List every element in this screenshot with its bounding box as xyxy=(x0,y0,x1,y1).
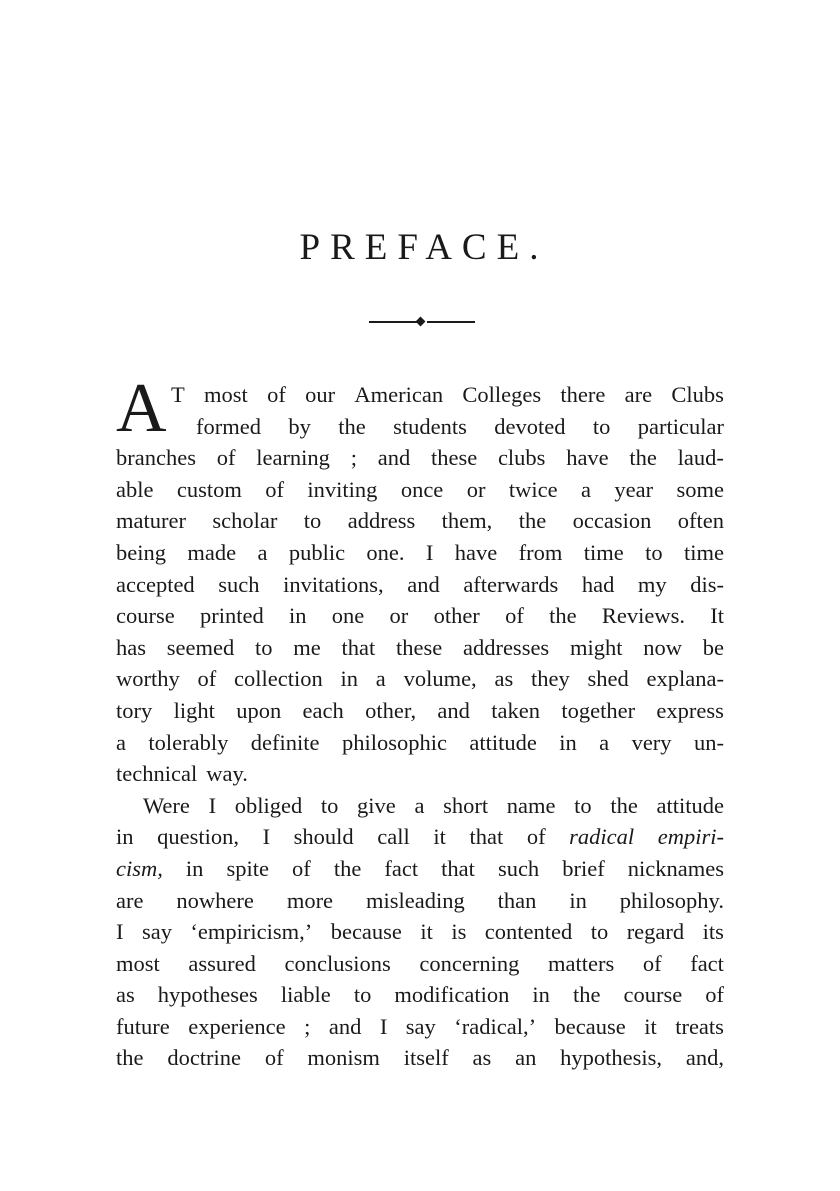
word: such xyxy=(218,571,260,597)
word: express xyxy=(656,697,724,723)
word: as xyxy=(472,1045,492,1071)
word: me xyxy=(293,634,321,660)
word: to xyxy=(353,982,372,1008)
word: learning xyxy=(256,445,330,471)
word: other, xyxy=(365,697,417,723)
word: worthy xyxy=(116,666,180,692)
word: fact xyxy=(384,855,419,881)
word: now xyxy=(643,634,682,660)
word: to xyxy=(590,919,609,945)
word: nicknames xyxy=(627,855,724,881)
ornament-rule-right xyxy=(427,321,475,323)
word: T xyxy=(171,382,185,407)
word: I xyxy=(379,1013,388,1039)
word: formed xyxy=(196,413,261,439)
word: hypotheses xyxy=(157,982,258,1008)
word: to xyxy=(645,539,663,565)
word: time xyxy=(583,539,624,565)
word: an xyxy=(515,1045,537,1071)
word: or xyxy=(466,476,486,502)
word: philosophic xyxy=(341,729,447,755)
word: have xyxy=(454,539,498,565)
word: or xyxy=(389,603,409,629)
text-line xyxy=(116,505,724,537)
word: attitude xyxy=(469,729,537,755)
word: of xyxy=(526,824,546,850)
word: Colleges xyxy=(462,382,542,407)
word: scholar xyxy=(212,508,278,534)
word: spite xyxy=(226,855,269,881)
word: a xyxy=(414,792,425,818)
word: the xyxy=(333,855,362,881)
word: these xyxy=(395,634,443,660)
word: regard xyxy=(626,919,685,945)
word: course xyxy=(623,982,683,1008)
word: the xyxy=(629,445,657,471)
text-line xyxy=(116,411,724,443)
word: as xyxy=(116,982,135,1008)
word: it xyxy=(644,1013,657,1039)
word: very xyxy=(631,729,672,755)
word: there xyxy=(560,382,606,407)
word: conclusions xyxy=(284,950,391,976)
word: experience xyxy=(188,1013,286,1039)
page-title: PREFACE. xyxy=(299,227,549,268)
word: Clubs xyxy=(671,382,724,407)
word: had xyxy=(581,571,615,597)
word: twice xyxy=(508,476,558,502)
text-line xyxy=(116,790,724,822)
word: radical xyxy=(569,824,635,850)
text-line xyxy=(116,379,724,411)
word: short xyxy=(443,792,489,818)
word: accepted xyxy=(116,571,195,597)
word: be xyxy=(702,634,724,660)
word: itself xyxy=(403,1045,449,1071)
word: are xyxy=(116,887,144,913)
word: occasion xyxy=(572,508,652,534)
word: liable xyxy=(280,982,331,1008)
word: upon xyxy=(236,697,282,723)
word: in xyxy=(116,824,134,850)
word: a xyxy=(599,729,610,755)
word: in xyxy=(559,729,577,755)
word: explana- xyxy=(646,666,724,692)
word: concerning xyxy=(419,950,520,976)
word: a xyxy=(580,476,591,502)
word: year xyxy=(614,476,654,502)
word: and xyxy=(328,1013,362,1039)
word: the xyxy=(610,792,638,818)
word: custom xyxy=(176,476,242,502)
ornament-rule-left xyxy=(369,321,417,323)
word: that xyxy=(469,824,504,850)
word: I xyxy=(425,539,434,565)
word: light xyxy=(173,697,215,723)
text-line xyxy=(116,600,724,632)
word: and, xyxy=(685,1045,724,1071)
word: as xyxy=(494,666,514,692)
word: these xyxy=(430,445,478,471)
word: that xyxy=(441,855,475,881)
word: monism xyxy=(307,1045,380,1071)
word: of xyxy=(705,982,724,1008)
word: public xyxy=(288,539,346,565)
word: because xyxy=(554,1013,626,1039)
text-line xyxy=(116,821,724,853)
word: modification xyxy=(394,982,510,1008)
text-line xyxy=(116,1042,724,1074)
word: afterwards xyxy=(463,571,559,597)
word: able xyxy=(116,476,154,502)
word: the xyxy=(549,603,577,629)
word: technical xyxy=(116,761,198,787)
word: in xyxy=(340,666,359,692)
text-line xyxy=(116,632,724,664)
word: the xyxy=(338,413,366,439)
word: address xyxy=(347,508,416,534)
word: fact xyxy=(690,950,724,976)
word: seemed xyxy=(166,634,235,660)
word: It xyxy=(710,603,724,629)
word: to xyxy=(320,792,339,818)
word: a xyxy=(375,666,386,692)
word: of xyxy=(265,476,285,502)
word: by xyxy=(288,413,311,439)
word: philosophy. xyxy=(619,887,724,913)
word: inviting xyxy=(307,476,378,502)
word: that xyxy=(341,634,376,660)
word: tory xyxy=(116,697,153,723)
word: because xyxy=(330,919,402,945)
word: volume, xyxy=(403,666,477,692)
word: tolerably xyxy=(148,729,229,755)
text-line xyxy=(116,1011,724,1043)
word: the xyxy=(572,982,601,1008)
word: students xyxy=(393,413,467,439)
word: collection xyxy=(234,666,323,692)
word: way. xyxy=(206,761,248,787)
word: our xyxy=(305,382,336,407)
word: addresses xyxy=(462,634,550,660)
word: often xyxy=(677,508,724,534)
word: the xyxy=(518,508,547,534)
word: nowhere xyxy=(176,887,254,913)
word: un- xyxy=(693,729,724,755)
word: a xyxy=(116,729,126,755)
word: should xyxy=(293,824,354,850)
word: of xyxy=(267,382,286,407)
word: contented xyxy=(484,919,573,945)
word: of xyxy=(505,603,524,629)
word: in xyxy=(185,855,204,881)
word: definite xyxy=(250,729,320,755)
word: ; xyxy=(304,1013,311,1039)
word: hypothesis, xyxy=(560,1045,663,1071)
word: American xyxy=(354,382,444,407)
word: cism, xyxy=(116,855,163,881)
word: course xyxy=(116,603,175,629)
word: particular xyxy=(637,413,724,439)
word: future xyxy=(116,1013,170,1039)
word: its xyxy=(702,919,724,945)
word: taken xyxy=(491,697,540,723)
word: laud- xyxy=(677,445,724,471)
word: printed xyxy=(200,603,264,629)
word: each xyxy=(302,697,344,723)
word: clubs xyxy=(497,445,546,471)
word: my xyxy=(637,571,667,597)
word: more xyxy=(286,887,334,913)
word: brief xyxy=(562,855,605,881)
word: the xyxy=(116,1045,144,1071)
word: being xyxy=(116,539,166,565)
text-line xyxy=(116,853,724,885)
text-line xyxy=(116,663,724,695)
word: from xyxy=(518,539,563,565)
word: misleading xyxy=(365,887,465,913)
word: might xyxy=(569,634,623,660)
preface-text xyxy=(116,370,724,1074)
word: treats xyxy=(675,1013,724,1039)
text-line xyxy=(116,569,724,601)
word: Reviews. xyxy=(601,603,685,629)
word: question, xyxy=(157,824,239,850)
word: and xyxy=(407,571,440,597)
word: in xyxy=(569,887,587,913)
word: shed xyxy=(587,666,629,692)
word: devoted xyxy=(494,413,566,439)
word: most xyxy=(204,382,248,407)
text-line xyxy=(116,758,724,790)
text-line xyxy=(116,695,724,727)
word: ‘empiricism,’ xyxy=(190,919,313,945)
word: other xyxy=(433,603,480,629)
word: attitude xyxy=(656,792,724,818)
text-line xyxy=(116,537,724,569)
word: ‘radical,’ xyxy=(454,1013,537,1039)
word: to xyxy=(592,413,611,439)
word: than xyxy=(497,887,537,913)
word: them, xyxy=(441,508,493,534)
text-line xyxy=(116,727,724,759)
word: invitations, xyxy=(283,571,384,597)
drop-cap: A xyxy=(116,370,167,447)
word: it xyxy=(433,824,446,850)
word: made xyxy=(187,539,237,565)
word: say xyxy=(141,919,172,945)
word: branches xyxy=(116,445,196,471)
word: and xyxy=(377,445,411,471)
word: is xyxy=(451,919,467,945)
word: of xyxy=(292,855,311,881)
word: a xyxy=(257,539,268,565)
word: such xyxy=(497,855,540,881)
word: has xyxy=(116,634,146,660)
word: say xyxy=(405,1013,436,1039)
word: give xyxy=(357,792,396,818)
text-line xyxy=(116,948,724,980)
text-line xyxy=(116,474,724,506)
word: Were xyxy=(143,792,190,818)
word: of xyxy=(216,445,236,471)
word: are xyxy=(624,382,653,407)
word: in xyxy=(289,603,307,629)
word: of xyxy=(264,1045,284,1071)
word: ; xyxy=(350,445,357,471)
word: in xyxy=(532,982,550,1008)
word: I xyxy=(262,824,271,850)
word: call xyxy=(377,824,410,850)
word: maturer xyxy=(116,508,186,534)
word: dis- xyxy=(690,571,724,597)
word: one xyxy=(331,603,365,629)
word: it xyxy=(420,919,433,945)
word: I xyxy=(208,792,217,818)
word: one. xyxy=(366,539,405,565)
word: empiri- xyxy=(657,824,724,850)
word: time xyxy=(683,539,724,565)
word: once xyxy=(400,476,444,502)
word: I xyxy=(116,919,124,945)
text-line xyxy=(116,979,724,1011)
word: to xyxy=(574,792,592,818)
word: name xyxy=(506,792,556,818)
word: they xyxy=(530,666,570,692)
text-line xyxy=(116,885,724,917)
word: have xyxy=(566,445,609,471)
word: matters xyxy=(547,950,615,976)
word: most xyxy=(116,950,160,976)
word: obliged xyxy=(234,792,303,818)
word: assured xyxy=(188,950,256,976)
word: to xyxy=(254,634,273,660)
ornament-diamond xyxy=(416,317,426,327)
word: together xyxy=(561,697,636,723)
word: to xyxy=(303,508,322,534)
word: some xyxy=(676,476,724,502)
word: doctrine xyxy=(167,1045,242,1071)
title-ornament xyxy=(369,316,475,328)
word: of xyxy=(642,950,662,976)
word: and xyxy=(437,697,470,723)
text-line xyxy=(116,916,724,948)
text-line xyxy=(116,442,724,474)
word: of xyxy=(197,666,217,692)
